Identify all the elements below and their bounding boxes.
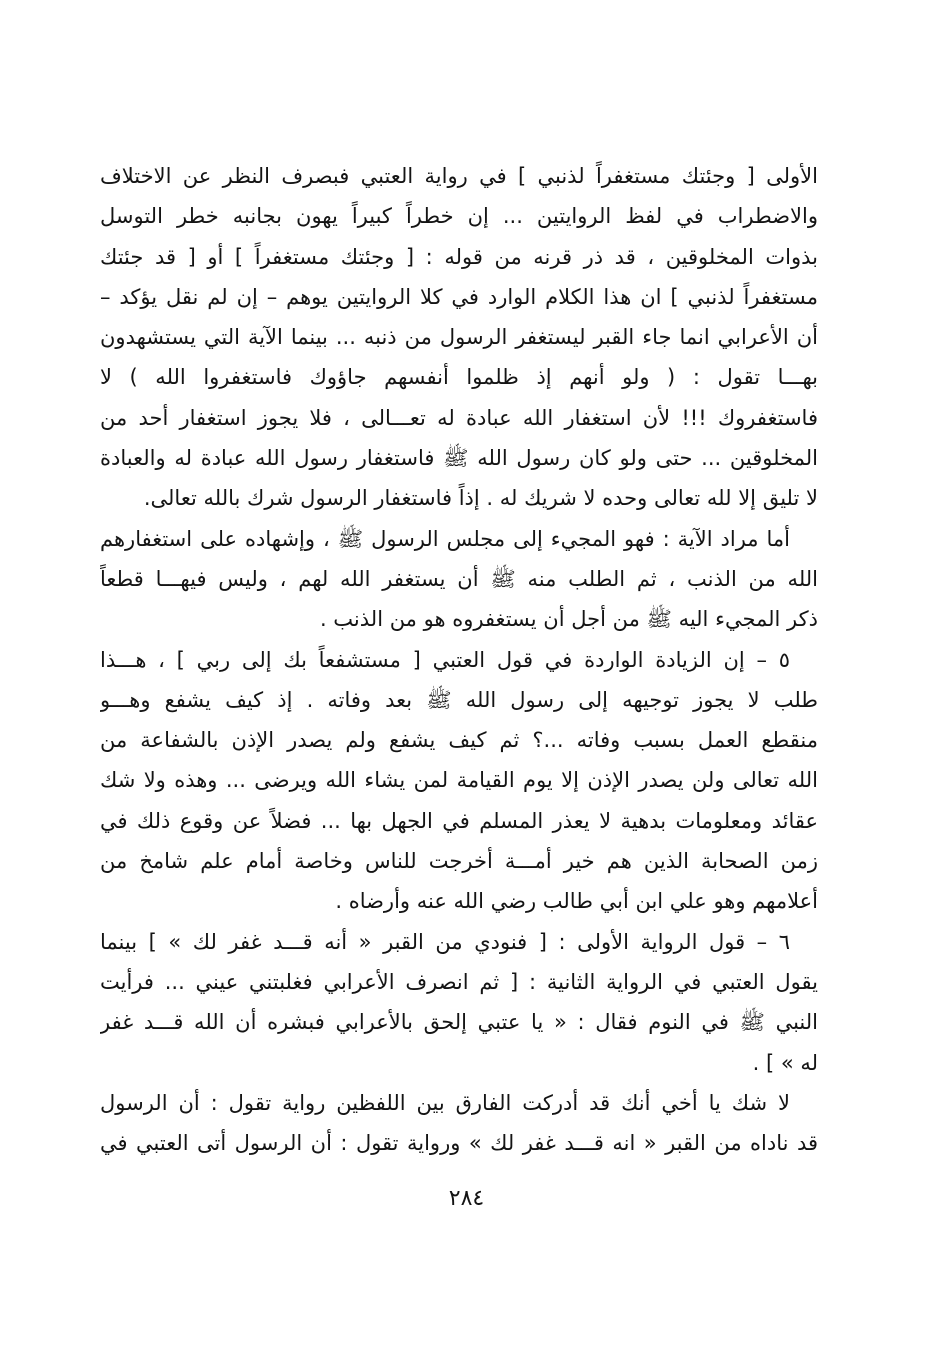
text-line: الله من الذنب ، ثم الطلب منه ﷺ أن يستغفر الله لهم ، وليس فيهـــا قطعاً bbox=[100, 566, 818, 591]
text-line: أعلامهم وهو علي ابن أبي طالب رضي الله عنه وأرضاه . bbox=[335, 889, 818, 914]
text-line: الله تعالى ولن يصدر الإذن إلا يوم القيامة لمن يشاء الله ويرضى ... وهذه ولا شك bbox=[100, 768, 818, 793]
text-line: قد ناداه من القبر « انه قـــد غفر لك » ورواية تقول : أن الرسول أتى العتبي في bbox=[100, 1131, 818, 1156]
text-line: يقول العتبي في الرواية الثانية : [ ثم انصرف الأعرابي فغلبتني عيني ... فرأيت bbox=[100, 969, 818, 994]
text-line: مستغفراً لذنبي ] ان هذا الكلام الوارد في كلا الروايتين يوهم – إن لم نقل يؤكد – bbox=[100, 284, 818, 309]
text-line: بهـــا تقول : ( ولو أنهم إذ ظلموا أنفسهم جاؤوك فاستغفروا الله ) لا bbox=[100, 365, 818, 390]
text-line: طلب لا يجوز توجيهه إلى رسول الله ﷺ بعد وفاته . إذ كيف يشفع وهـــو bbox=[100, 687, 818, 712]
paragraph-point-6 bbox=[100, 922, 818, 1083]
paragraph-point-5 bbox=[100, 640, 818, 922]
paragraph-conclusion bbox=[100, 1083, 818, 1164]
text-line: ٦ – قول الرواية الأولى : [ فنودي من القبر « أنه قـــد غفر لك » ] بينما bbox=[100, 929, 790, 954]
text-line: المخلوقين ... حتى ولو كان رسول الله ﷺ فاستغفار رسول الله عبادة له والعبادة bbox=[100, 446, 818, 471]
text-line: بذوات المخلوقين ، قد ذر قرنه من قوله : [ وجئتك مستغفراً ] أو [ قد جئتك bbox=[100, 244, 818, 269]
text-line: فاستغفروك !!! لأن استغفار الله عبادة له تعـــالى ، فلا يجوز استغفار أحد من bbox=[100, 405, 818, 430]
text-line: ذكر المجيء اليه ﷺ من أجل أن يستغفروه هو من الذنب . bbox=[319, 607, 818, 632]
text-line: عقائد ومعلومات بدهية لا يعذر المسلم في الجهل بها ... فضلاً عن وقوع ذلك في bbox=[100, 808, 818, 833]
text-line: له » ] . bbox=[752, 1050, 818, 1075]
text-line: النبي ﷺ في النوم فقال : « يا عتبي إلحق بالأعرابي فبشره أن الله قـــد غفر bbox=[100, 1010, 818, 1035]
text-line: زمن الصحابة الذين هم خير أمـــة أخرجت للناس وخاصة أمام علم شامخ من bbox=[100, 849, 818, 874]
page-body-text bbox=[100, 156, 818, 1163]
text-line: الأولى [ وجئتك مستغفراً لذنبي ] في رواية العتبي فبصرف النظر عن الاختلاف bbox=[100, 164, 818, 188]
text-line: أن الأعرابي انما جاء القبر ليستغفر الرسول من ذنبه ... بينما الآية التي يستشهدون bbox=[100, 325, 818, 350]
text-line: لا شك يا أخي أنك قد أدركت الفارق بين اللفظين رواية تقول : أن الرسول bbox=[100, 1090, 790, 1115]
text-line: منقطع العمل بسبب وفاته ...؟ ثم كيف يشفع ولم يصدر الإذن بالشفاعة من bbox=[100, 728, 818, 753]
text-line: ٥ – إن الزيادة الواردة في قول العتبي [ مستشفعاً بك إلى ربي ] ، هـــذا bbox=[100, 647, 790, 672]
text-line: والاضطراب في لفظ الروايتين ... إن خطراً كبيراً يهون بجانبه خطر التوسل bbox=[100, 204, 818, 229]
text-line: أما مراد الآية : فهو المجيء إلى مجلس الرسول ﷺ ، وإشهاده على استغفارهم bbox=[100, 526, 790, 551]
paragraph-verse-meaning bbox=[100, 519, 818, 640]
page-number: ٢٨٤ bbox=[448, 1186, 485, 1211]
text-line: لا تليق إلا لله تعالى وحده لا شريك له . إذاً فاستغفار الرسول شرك بالله تعالى. bbox=[143, 486, 818, 511]
paragraph-intro bbox=[100, 156, 818, 519]
